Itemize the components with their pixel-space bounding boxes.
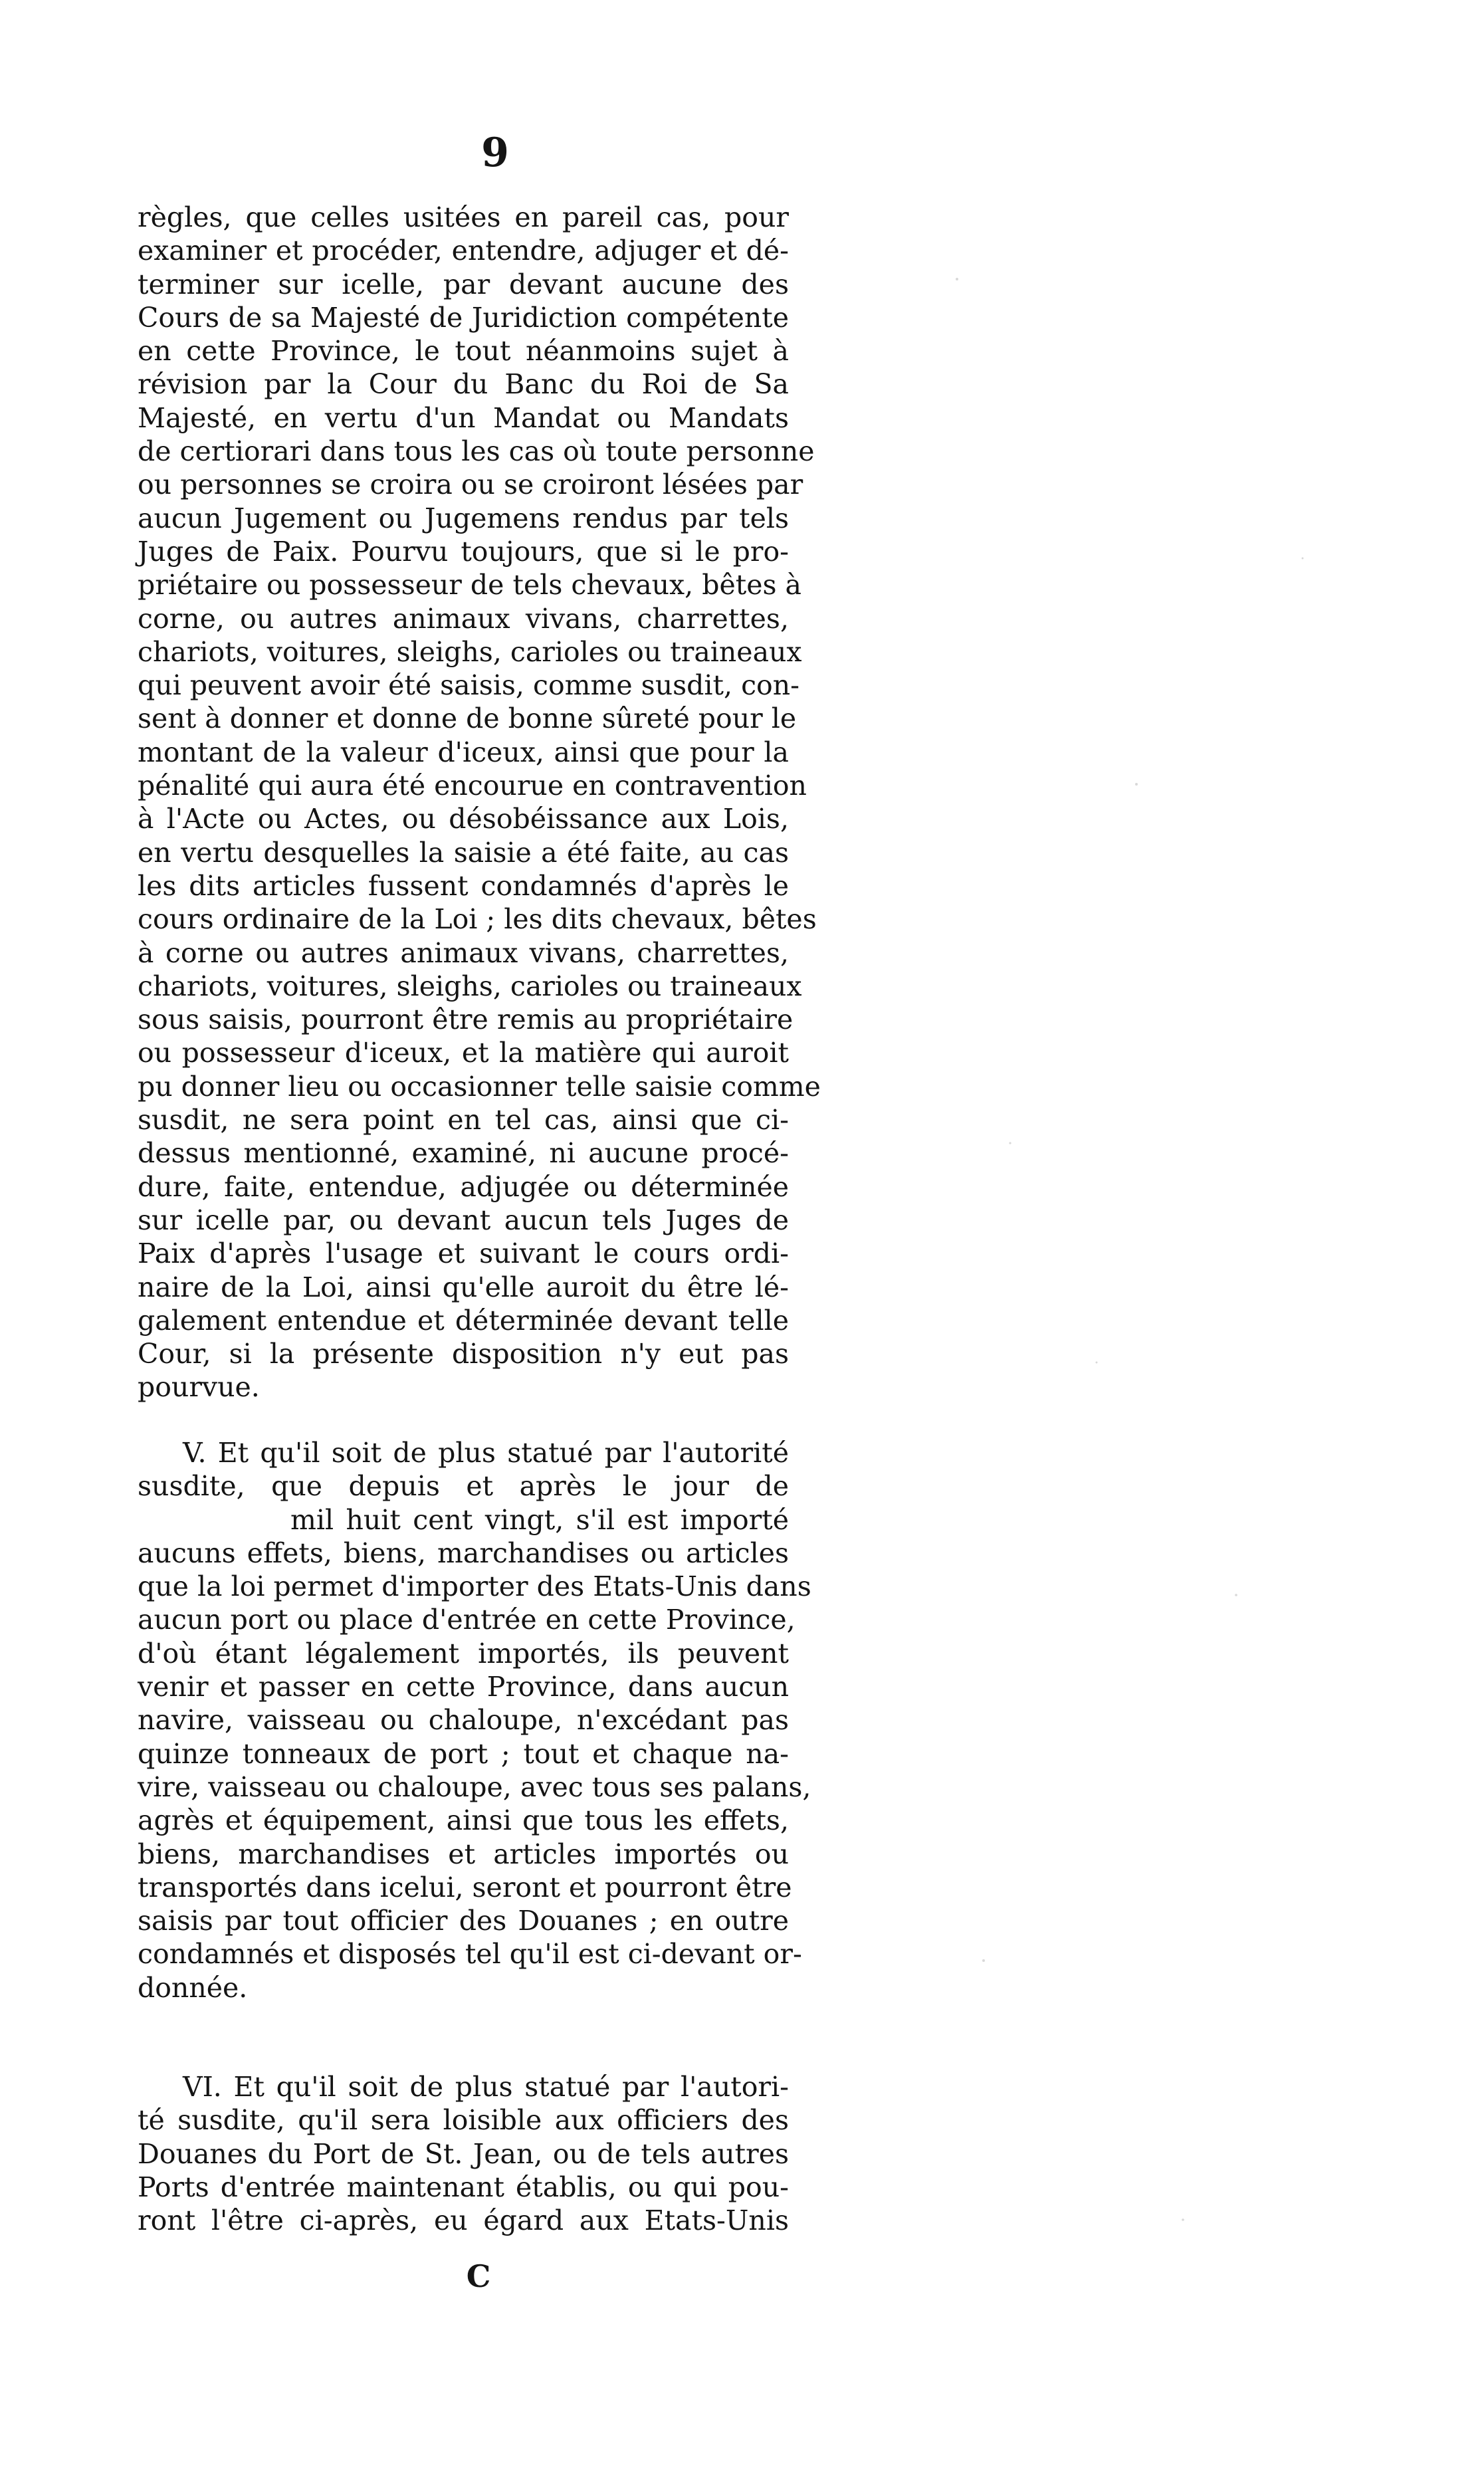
text-line: ront l'être ci-après, eu égard aux Etats-Unis xyxy=(138,2204,789,2237)
text-line: condamnés et disposés tel qu'il est ci-devant or- xyxy=(138,1938,802,1971)
text-line: mil huit cent vingt, s'il est importé xyxy=(290,1503,789,1536)
text-line: transportés dans icelui, seront et pourront être xyxy=(138,1871,792,1903)
text-line: galement entendue et déterminée devant telle xyxy=(138,1304,789,1337)
text-line: Paix d'après l'usage et suivant le cours ordi- xyxy=(138,1237,789,1270)
text-line: aucuns effets, biens, marchandises ou articles xyxy=(138,1537,789,1569)
text-line: sent à donner et donne de bonne sûreté pour le xyxy=(138,702,797,735)
text-line: ou personnes se croira ou se croiront lésées par xyxy=(138,469,803,501)
text-line: quinze tonneaux de port ; tout et chaque na- xyxy=(138,1737,789,1770)
text-line: qui peuvent avoir été saisis, comme susdit, con- xyxy=(138,669,799,702)
text-line: aucun Jugement ou Jugemens rendus par tels xyxy=(138,502,789,534)
text-line: pourvue. xyxy=(138,1371,260,1404)
paragraph-continuation xyxy=(138,201,821,1404)
text-line: terminer sur icelle, par devant aucune des xyxy=(138,268,789,300)
text-line: montant de la valeur d'iceux, ainsi que pour la xyxy=(138,736,789,768)
text-line: navire, vaisseau ou chaloupe, n'excédant pas xyxy=(138,1704,789,1737)
text-line: les dits articles fussent condamnés d'après le xyxy=(138,869,789,902)
paper-speckle-texture xyxy=(930,199,1396,2393)
text-line: à corne ou autres animaux vivans, charrettes, xyxy=(138,936,789,969)
text-line: sous saisis, pourront être remis au propriétaire xyxy=(138,1004,794,1036)
text-line: priétaire ou possesseur de tels chevaux, bêtes à xyxy=(138,569,801,601)
text-line: Cour, si la présente disposition n'y eut pas xyxy=(138,1338,789,1370)
text-line: Juges de Paix. Pourvu toujours, que si le pro- xyxy=(138,535,789,568)
text-line: biens, marchandises et articles importés ou xyxy=(138,1838,789,1870)
text-line: dure, faite, entendue, adjugée ou déterminée xyxy=(138,1170,789,1203)
text-line: Majesté, en vertu d'un Mandat ou Mandats xyxy=(138,401,789,434)
text-line: vire, vaisseau ou chaloupe, avec tous ses palans, xyxy=(138,1770,811,1803)
text-line: Cours de sa Majesté de Juridiction compétente xyxy=(138,301,789,334)
text-line: pu donner lieu ou occasionner telle saisie comme xyxy=(138,1070,821,1103)
text-line: à l'Acte ou Actes, ou désobéissance aux Lois, xyxy=(138,803,789,835)
text-line: Douanes du Port de St. Jean, ou de tels autres xyxy=(138,2137,789,2170)
page-number: 9 xyxy=(481,130,509,176)
text-line: naire de la Loi, ainsi qu'elle auroit du être lé- xyxy=(138,1271,789,1303)
text-line: d'où étant légalement importés, ils peuvent xyxy=(138,1637,789,1669)
text-line: chariots, voitures, sleighs, carioles ou traineaux xyxy=(138,970,802,1002)
text-line: donnée. xyxy=(138,1971,248,2004)
text-line: règles, que celles usitées en pareil cas, pour xyxy=(138,201,789,233)
text-line: susdit, ne sera point en tel cas, ainsi que ci- xyxy=(138,1104,789,1136)
text-line: agrès et équipement, ainsi que tous les effets, xyxy=(138,1804,789,1837)
text-line: VI. Et qu'il soit de plus statué par l'autori- xyxy=(183,2071,789,2103)
paragraph-section-vi xyxy=(138,2070,789,2237)
text-line: corne, ou autres animaux vivans, charrettes, xyxy=(138,602,789,635)
text-line: dessus mentionné, examiné, ni aucune procé- xyxy=(138,1137,789,1170)
text-line: examiner et procéder, entendre, adjuger et dé- xyxy=(138,235,789,267)
text-line: saisis par tout officier des Douanes ; en outre xyxy=(138,1905,789,1937)
text-line: de certiorari dans tous les cas où toute personne xyxy=(138,435,815,468)
text-line: cours ordinaire de la Loi ; les dits chevaux, bêtes xyxy=(138,903,817,936)
signature-mark: C xyxy=(466,2258,491,2294)
text-line: que la loi permet d'importer des Etats-Unis dans xyxy=(138,1570,811,1603)
text-line: té susdite, qu'il sera loisible aux officiers des xyxy=(138,2104,789,2137)
text-line: Ports d'entrée maintenant établis, ou qui pou- xyxy=(138,2171,789,2203)
text-line: en cette Province, le tout néanmoins sujet à xyxy=(138,335,789,368)
text-line: V. Et qu'il soit de plus statué par l'autorité xyxy=(183,1437,789,1469)
text-line: susdite, que depuis et après le jour de xyxy=(138,1470,789,1503)
text-line: en vertu desquelles la saisie a été faite, au cas xyxy=(138,836,789,869)
text-line: ou possesseur d'iceux, et la matière qui auroit xyxy=(138,1037,789,1069)
text-line: sur icelle par, ou devant aucun tels Juges de xyxy=(138,1204,789,1236)
text-line: révision par la Cour du Banc du Roi de Sa xyxy=(138,368,789,401)
text-line: venir et passer en cette Province, dans aucun xyxy=(138,1671,789,1703)
paragraph-section-v xyxy=(138,1436,811,2004)
text-line: chariots, voitures, sleighs, carioles ou traineaux xyxy=(138,635,802,668)
text-line: pénalité qui aura été encourue en contravention xyxy=(138,770,807,802)
text-line: aucun port ou place d'entrée en cette Province, xyxy=(138,1604,795,1636)
